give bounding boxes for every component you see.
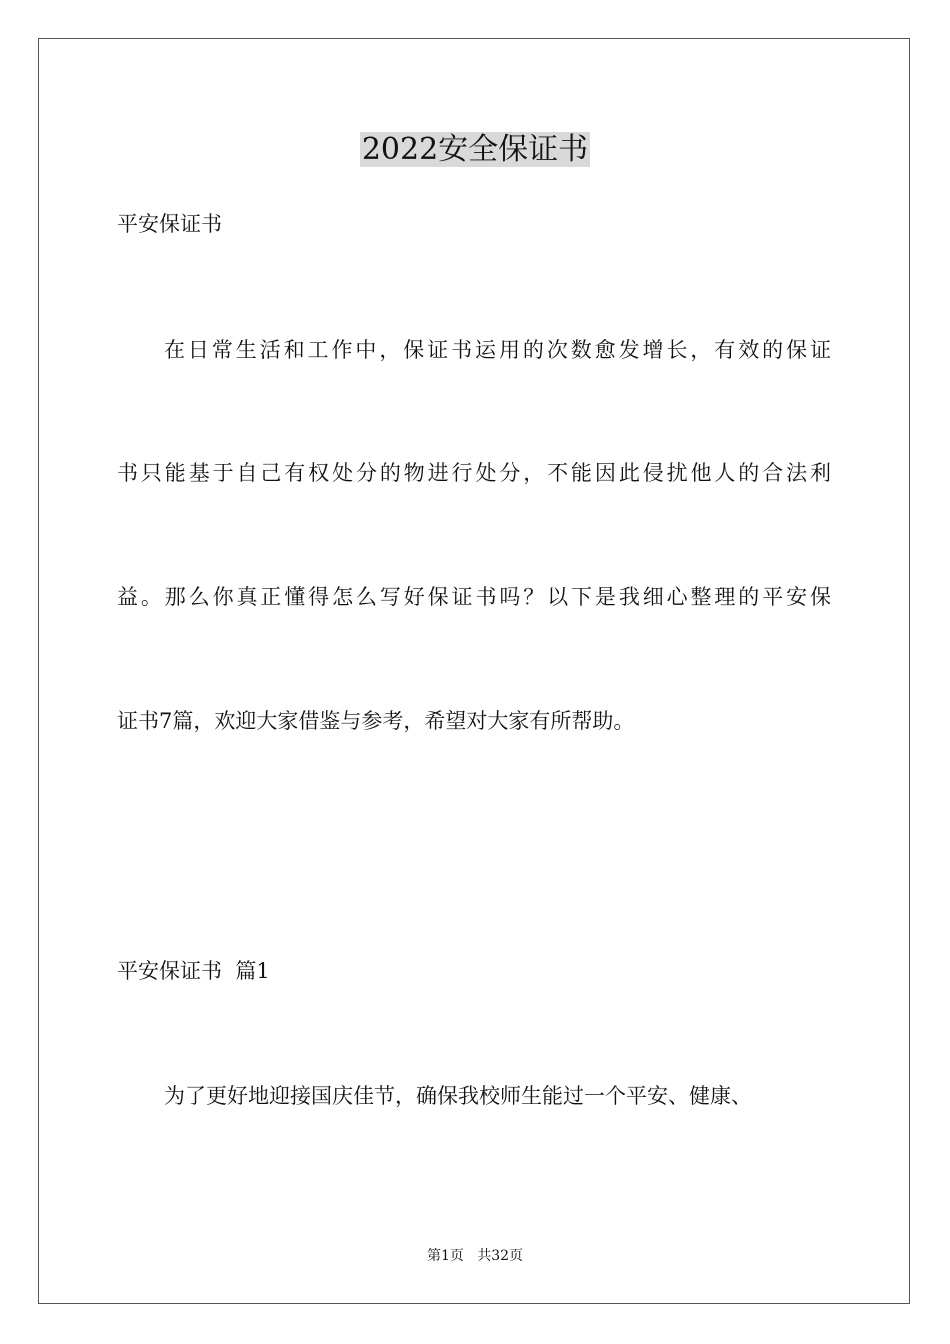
document-heading: 平安保证书 — [117, 212, 222, 236]
paragraph-line: 益。那么你真正懂得怎么写好保证书吗？以下是我细心整理的平安保 — [117, 585, 831, 609]
paragraph-line: 在日常生活和工作中，保证书运用的次数愈发增长，有效的保证 — [164, 338, 831, 362]
paragraph-line: 为了更好地迎接国庆佳节，确保我校师生能过一个平安、健康、 — [164, 1084, 752, 1108]
section-heading: 平安保证书 篇1 — [117, 959, 270, 983]
paragraph-line: 证书7篇，欢迎大家借鉴与参考，希望对大家有所帮助。 — [117, 709, 635, 733]
page-footer: 第1页 共32页 — [426, 1248, 524, 1264]
paragraph-line: 书只能基于自己有权处分的物进行处分，不能因此侵扰他人的合法利 — [117, 461, 831, 485]
document-title: 2022安全保证书 — [361, 132, 589, 167]
